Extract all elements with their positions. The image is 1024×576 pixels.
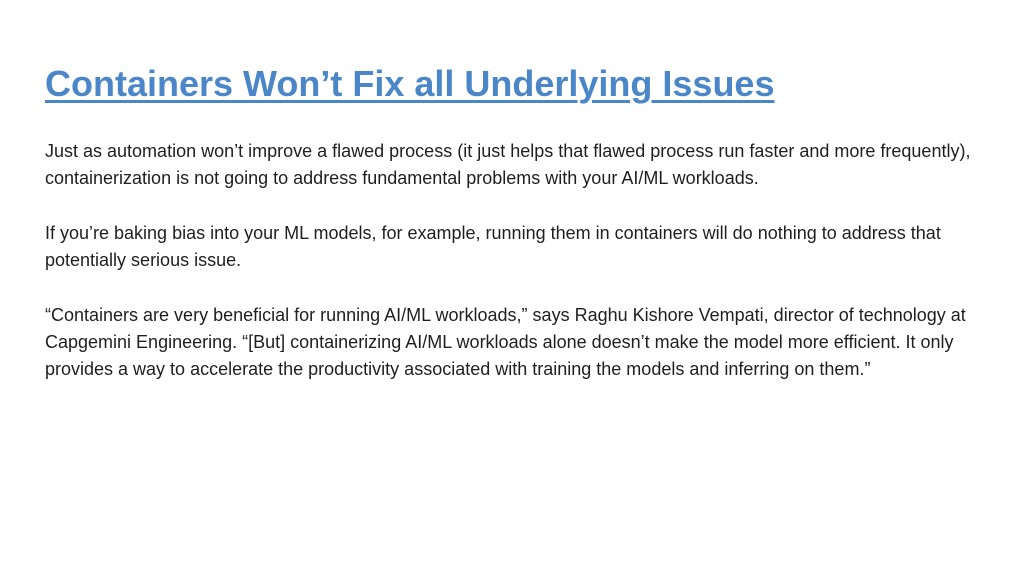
slide-body: [45, 138, 985, 411]
slide-title-link[interactable]: Containers Won’t Fix all Underlying Issues: [45, 63, 775, 104]
paragraph-quote: “Containers are very beneficial for running AI/ML workloads,” says Raghu Kishore Vempati, director of technology at Capgemini Engineering. “[But] containerizing AI/ML workloads alone doesn’t make the model more efficient. It only provides a way to accelerate the productivity associated with training the models and inferring on them.”: [45, 305, 966, 379]
paragraph-bias: If you’re baking bias into your ML models, for example, running them in containers will do nothing to address that potentially serious issue.: [45, 223, 941, 270]
paragraph-automation: Just as automation won’t improve a flawed process (it just helps that flawed process run faster and more frequently), containerization is not going to address fundamental problems with your AI/ML workloads.: [45, 141, 971, 188]
